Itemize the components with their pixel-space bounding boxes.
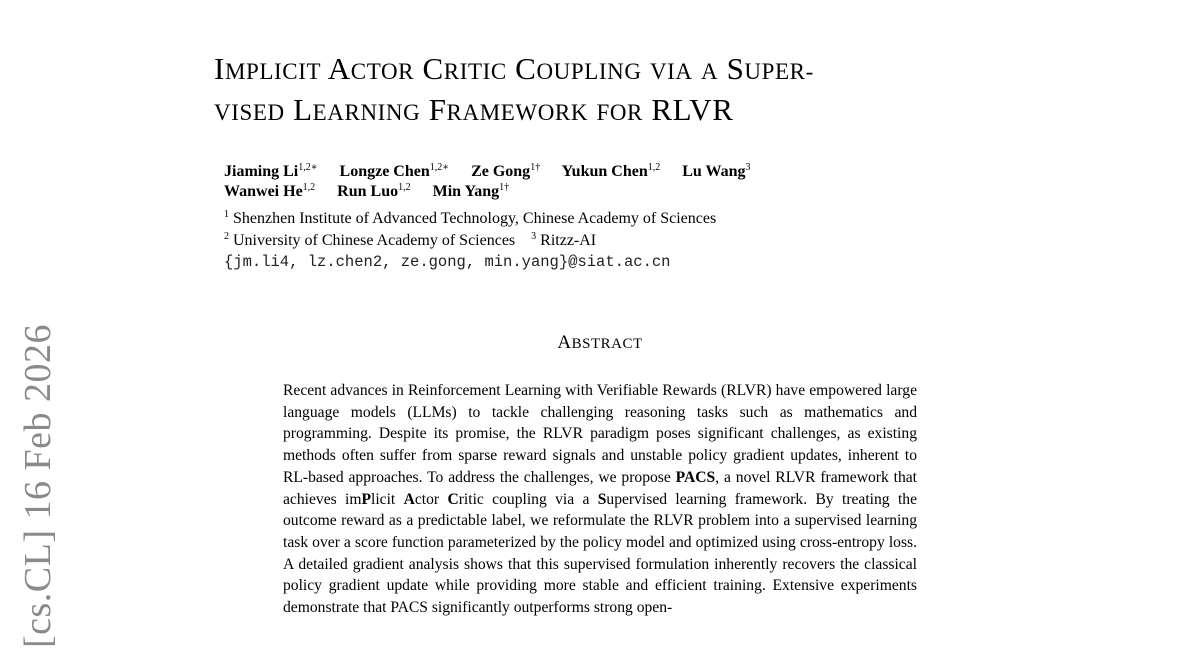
affiliation-2-3: $^2$ University of Chinese Academy of Sciences $^3$ Ritzz-AI bbox=[224, 231, 597, 249]
title-line-1: IMPLICIT ACTOR CRITIC COUPLING VIA A SUPER- bbox=[214, 51, 814, 86]
author-emails: {jm.li4, lz.chen2, ze.gong, min.yang}@siat.ac.cn bbox=[224, 253, 671, 271]
author: Lu Wang$^3$ bbox=[682, 162, 751, 180]
author-line-1 bbox=[224, 162, 944, 182]
author: Run Luo$^{1,2}$ bbox=[337, 182, 411, 200]
author: Longze Chen$^{1,2∗}$ bbox=[339, 162, 450, 180]
abstract-body: Recent advances in Reinforcement Learning with Verifiable Rewards (RLVR) have empowered large language models (LLMs) to tackle challenging reasoning tasks such as mathematics and programming. Despite its promise, the RLVR paradigm poses significant challenges, as existing methods often suffer from sparse reward signals and unstable policy gradient updates, inherent to RL-based approaches. To address the challenges, we propose PACS, a novel RLVR framework that achieves imPlicit Actor Critic coupling via a Supervised learning framework. By treating the outcome reward as a predictable label, we reformulate the RLVR problem into a supervised learning task over a score function parameterized by the policy model and optimized using cross-entropy loss. A detailed gradient analysis shows that this supervised formulation inherently recovers the classical policy gradient update while providing more stable and efficient training. Extensive experiments demonstrate that PACS significantly outperforms strong open- bbox=[283, 382, 917, 617]
title-line-2: VISED LEARNING FRAMEWORK FOR RLVR bbox=[214, 92, 734, 127]
author-line-2 bbox=[224, 182, 944, 202]
affiliation-1: $^1$ Shenzhen Institute of Advanced Technology, Chinese Academy of Sciences bbox=[224, 209, 717, 227]
paper-title bbox=[214, 50, 1014, 132]
abstract-heading: ABSTRACT bbox=[557, 332, 643, 353]
author: Min Yang$^{1\dagger}$ bbox=[432, 182, 510, 200]
affiliations bbox=[224, 208, 944, 252]
author: Yukun Chen$^{1,2}$ bbox=[561, 162, 661, 180]
author-list bbox=[224, 162, 944, 202]
author: Wanwei He$^{1,2}$ bbox=[224, 182, 316, 200]
author: Jiaming $Li^{1,2∗}$ bbox=[224, 162, 318, 180]
arxiv-stamp: [cs.CL] 16 Feb 2026 bbox=[17, 323, 59, 648]
author: Ze Gong$^{1\dagger}$ bbox=[471, 162, 541, 180]
